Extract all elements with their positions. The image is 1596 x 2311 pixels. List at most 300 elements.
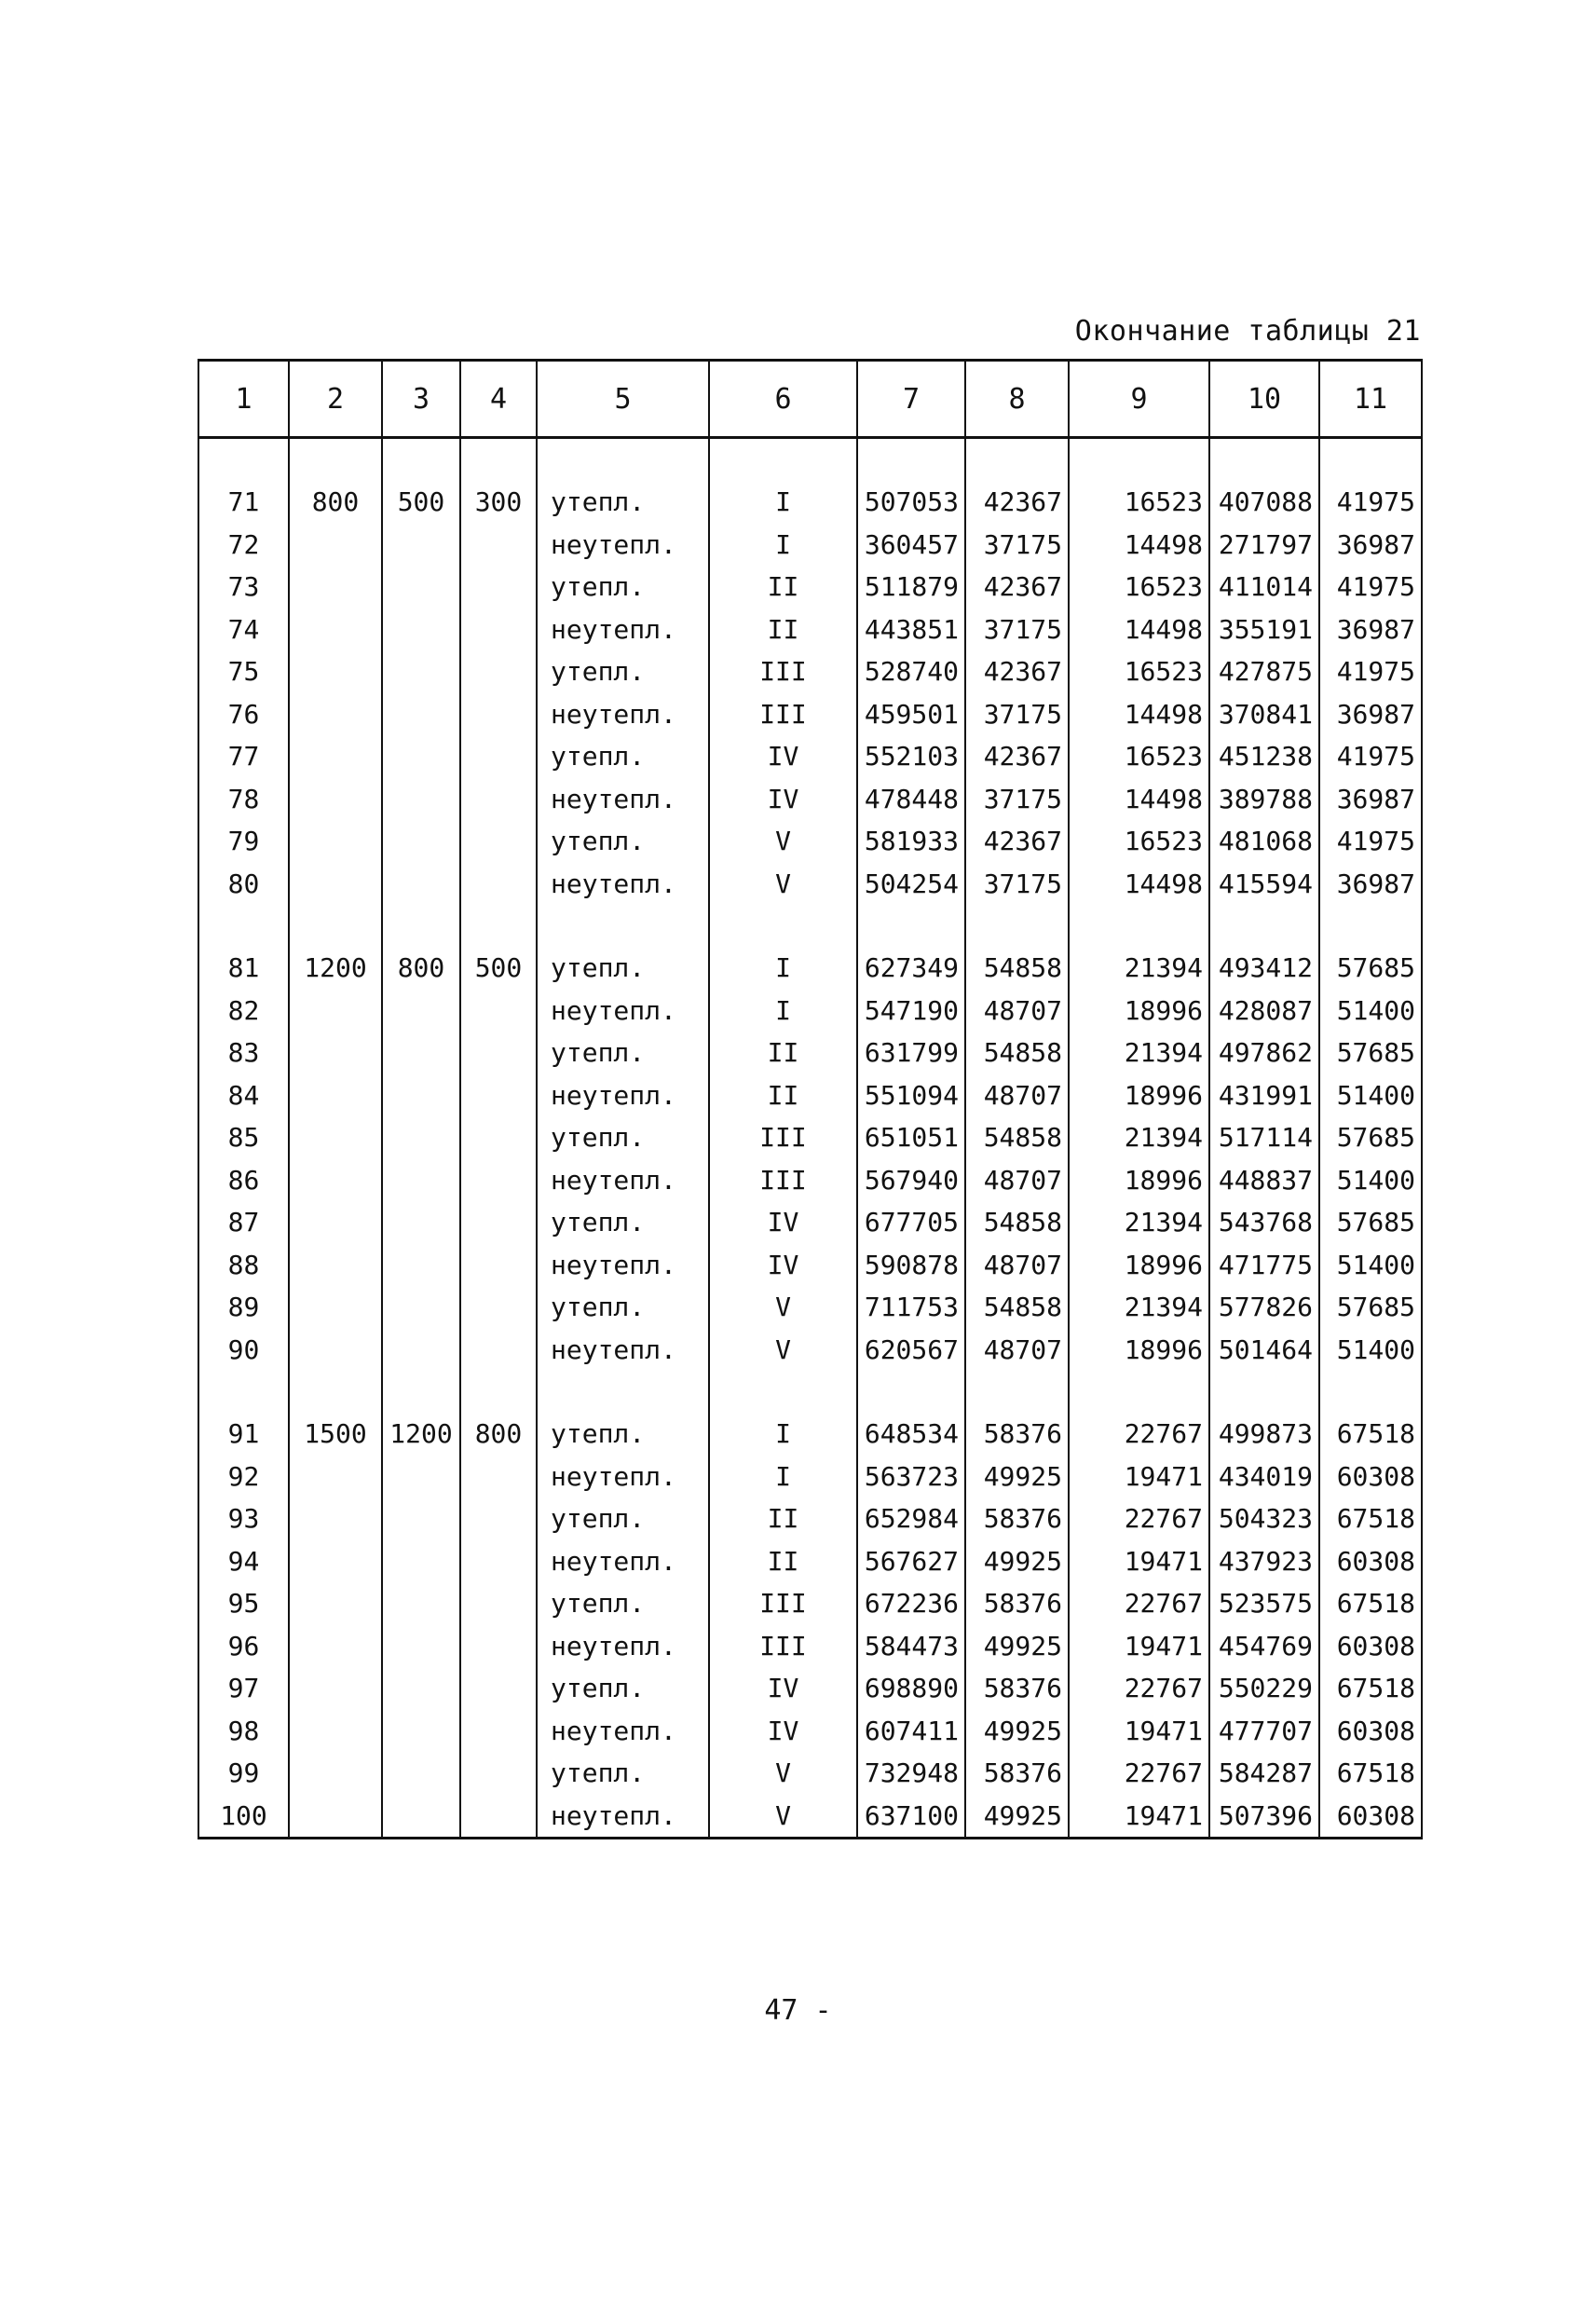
cell-col-5: утепл. <box>537 1413 709 1456</box>
cell-col-10: 451238 <box>1209 735 1319 778</box>
cell-col-5: утепл. <box>537 1582 709 1625</box>
blank-cell <box>709 905 857 947</box>
table-row <box>198 1710 1422 1753</box>
cell-col-9: 18996 <box>1069 1159 1209 1202</box>
cell-col-5: неутепл. <box>537 1710 709 1753</box>
cell-col-4 <box>460 609 537 651</box>
cell-col-2 <box>289 863 382 906</box>
cell-col-4 <box>460 778 537 821</box>
cell-col-10: 577826 <box>1209 1286 1319 1329</box>
cell-col-6: II <box>709 609 857 651</box>
cell-col-7: 552103 <box>857 735 965 778</box>
cell-col-9: 18996 <box>1069 1329 1209 1372</box>
cell-col-4 <box>460 1329 537 1372</box>
cell-col-3 <box>382 820 460 863</box>
cell-col-3 <box>382 1625 460 1668</box>
cell-col-2 <box>289 1752 382 1795</box>
cell-col-11: 51400 <box>1319 1074 1422 1117</box>
cell-col-4 <box>460 524 537 567</box>
cell-col-8: 54858 <box>965 1032 1069 1074</box>
cell-col-9: 14498 <box>1069 609 1209 651</box>
table-row <box>198 820 1422 863</box>
cell-col-8: 37175 <box>965 863 1069 906</box>
cell-col-3 <box>382 1667 460 1710</box>
blank-cell <box>965 905 1069 947</box>
cell-col-6: IV <box>709 735 857 778</box>
table-row <box>198 609 1422 651</box>
cell-col-2 <box>289 1540 382 1583</box>
cell-col-3 <box>382 1497 460 1540</box>
cell-col-6: II <box>709 1497 857 1540</box>
table-row <box>198 1497 1422 1540</box>
cell-col-4 <box>460 650 537 693</box>
cell-col-2 <box>289 1497 382 1540</box>
cell-col-1: 95 <box>198 1582 289 1625</box>
cell-col-3: 1200 <box>382 1413 460 1456</box>
table-row <box>198 947 1422 990</box>
cell-col-1: 74 <box>198 609 289 651</box>
table-row <box>198 1032 1422 1074</box>
cell-col-1: 71 <box>198 481 289 524</box>
cell-col-2: 1500 <box>289 1413 382 1456</box>
cell-col-6: III <box>709 1582 857 1625</box>
cell-col-9: 22767 <box>1069 1667 1209 1710</box>
cell-col-4 <box>460 1540 537 1583</box>
table-row <box>198 566 1422 609</box>
column-header-1: 1 <box>198 361 289 438</box>
cell-col-4 <box>460 1667 537 1710</box>
cell-col-5: утепл. <box>537 1286 709 1329</box>
cell-col-8: 54858 <box>965 1201 1069 1244</box>
cell-col-2 <box>289 1286 382 1329</box>
cell-col-10: 471775 <box>1209 1244 1319 1287</box>
cell-col-11: 60308 <box>1319 1710 1422 1753</box>
cell-col-3 <box>382 990 460 1032</box>
data-table-container <box>198 359 1421 1882</box>
cell-col-5: утепл. <box>537 947 709 990</box>
cell-col-6: V <box>709 1329 857 1372</box>
cell-col-7: 648534 <box>857 1413 965 1456</box>
cell-col-10: 411014 <box>1209 566 1319 609</box>
cell-col-9: 16523 <box>1069 735 1209 778</box>
cell-col-1: 85 <box>198 1116 289 1159</box>
cell-col-4: 800 <box>460 1413 537 1456</box>
cell-col-4: 300 <box>460 481 537 524</box>
cell-col-3 <box>382 1074 460 1117</box>
table-row <box>198 1286 1422 1329</box>
cell-col-6: IV <box>709 778 857 821</box>
blank-cell <box>709 438 857 482</box>
cell-col-1: 75 <box>198 650 289 693</box>
blank-cell <box>198 438 289 482</box>
group-gap-row <box>198 905 1422 947</box>
blank-cell <box>1209 905 1319 947</box>
cell-col-8: 37175 <box>965 524 1069 567</box>
cell-col-8: 54858 <box>965 947 1069 990</box>
table-row <box>198 1667 1422 1710</box>
cell-col-1: 77 <box>198 735 289 778</box>
cell-col-10: 584287 <box>1209 1752 1319 1795</box>
column-header-9: 9 <box>1069 361 1209 438</box>
blank-cell <box>1069 438 1209 482</box>
cell-col-4 <box>460 1074 537 1117</box>
cell-col-1: 88 <box>198 1244 289 1287</box>
blank-cell <box>1209 438 1319 482</box>
table-row <box>198 1456 1422 1498</box>
cell-col-5: неутепл. <box>537 524 709 567</box>
blank-cell <box>1319 438 1422 482</box>
cell-col-11: 67518 <box>1319 1582 1422 1625</box>
cell-col-10: 431991 <box>1209 1074 1319 1117</box>
table-caption: Окончание таблицы 21 <box>1074 315 1421 348</box>
cell-col-9: 19471 <box>1069 1625 1209 1668</box>
cell-col-4 <box>460 1201 537 1244</box>
cell-col-3 <box>382 1286 460 1329</box>
cell-col-10: 507396 <box>1209 1795 1319 1839</box>
cell-col-8: 48707 <box>965 1074 1069 1117</box>
cell-col-7: 563723 <box>857 1456 965 1498</box>
cell-col-3 <box>382 863 460 906</box>
cell-col-10: 499873 <box>1209 1413 1319 1456</box>
cell-col-1: 99 <box>198 1752 289 1795</box>
cell-col-4 <box>460 1286 537 1329</box>
cell-col-6: I <box>709 947 857 990</box>
cell-col-1: 72 <box>198 524 289 567</box>
cell-col-9: 14498 <box>1069 863 1209 906</box>
cell-col-7: 511879 <box>857 566 965 609</box>
cell-col-8: 42367 <box>965 820 1069 863</box>
cell-col-9: 18996 <box>1069 1244 1209 1287</box>
cell-col-4 <box>460 1032 537 1074</box>
cell-col-3 <box>382 735 460 778</box>
blank-cell <box>289 1371 382 1413</box>
cell-col-9: 22767 <box>1069 1582 1209 1625</box>
cell-col-1: 76 <box>198 693 289 736</box>
cell-col-4 <box>460 1625 537 1668</box>
cell-col-10: 355191 <box>1209 609 1319 651</box>
group-gap-row <box>198 1371 1422 1413</box>
table-row <box>198 1625 1422 1668</box>
cell-col-9: 18996 <box>1069 990 1209 1032</box>
cell-col-7: 672236 <box>857 1582 965 1625</box>
cell-col-11: 51400 <box>1319 1244 1422 1287</box>
cell-col-11: 57685 <box>1319 947 1422 990</box>
cell-col-2 <box>289 1201 382 1244</box>
cell-col-6: I <box>709 524 857 567</box>
cell-col-4 <box>460 566 537 609</box>
cell-col-1: 94 <box>198 1540 289 1583</box>
cell-col-1: 89 <box>198 1286 289 1329</box>
cell-col-9: 21394 <box>1069 1201 1209 1244</box>
cell-col-10: 454769 <box>1209 1625 1319 1668</box>
cell-col-7: 584473 <box>857 1625 965 1668</box>
cell-col-1: 84 <box>198 1074 289 1117</box>
cell-col-6: IV <box>709 1244 857 1287</box>
blank-cell <box>857 1371 965 1413</box>
blank-cell <box>537 438 709 482</box>
cell-col-2 <box>289 1329 382 1372</box>
cell-col-6: III <box>709 1116 857 1159</box>
cell-col-9: 21394 <box>1069 947 1209 990</box>
cell-col-9: 22767 <box>1069 1497 1209 1540</box>
table-row <box>198 1413 1422 1456</box>
cell-col-11: 51400 <box>1319 1329 1422 1372</box>
cell-col-3: 500 <box>382 481 460 524</box>
cell-col-10: 497862 <box>1209 1032 1319 1074</box>
cell-col-10: 448837 <box>1209 1159 1319 1202</box>
cell-col-11: 60308 <box>1319 1625 1422 1668</box>
cell-col-10: 550229 <box>1209 1667 1319 1710</box>
cell-col-8: 42367 <box>965 481 1069 524</box>
cell-col-7: 732948 <box>857 1752 965 1795</box>
cell-col-6: IV <box>709 1667 857 1710</box>
cell-col-8: 54858 <box>965 1116 1069 1159</box>
cell-col-11: 41975 <box>1319 650 1422 693</box>
blank-cell <box>460 438 537 482</box>
cell-col-4 <box>460 990 537 1032</box>
cell-col-2 <box>289 1456 382 1498</box>
table-row <box>198 990 1422 1032</box>
cell-col-2 <box>289 1582 382 1625</box>
cell-col-9: 21394 <box>1069 1116 1209 1159</box>
cell-col-5: неутепл. <box>537 1329 709 1372</box>
table-row <box>198 735 1422 778</box>
cell-col-3 <box>382 524 460 567</box>
cell-col-8: 58376 <box>965 1667 1069 1710</box>
cell-col-9: 19471 <box>1069 1540 1209 1583</box>
column-header-11: 11 <box>1319 361 1422 438</box>
cell-col-1: 73 <box>198 566 289 609</box>
cell-col-5: утепл. <box>537 650 709 693</box>
cell-col-9: 14498 <box>1069 693 1209 736</box>
cell-col-6: III <box>709 1159 857 1202</box>
cell-col-9: 18996 <box>1069 1074 1209 1117</box>
table-row <box>198 481 1422 524</box>
cell-col-1: 83 <box>198 1032 289 1074</box>
cell-col-5: неутепл. <box>537 990 709 1032</box>
cell-col-3 <box>382 1201 460 1244</box>
cell-col-10: 428087 <box>1209 990 1319 1032</box>
blank-cell <box>289 438 382 482</box>
cell-col-6: V <box>709 863 857 906</box>
cell-col-11: 57685 <box>1319 1032 1422 1074</box>
cell-col-3 <box>382 1582 460 1625</box>
table-row <box>198 693 1422 736</box>
cell-col-1: 78 <box>198 778 289 821</box>
cell-col-8: 49925 <box>965 1456 1069 1498</box>
table-row <box>198 1159 1422 1202</box>
blank-cell <box>537 905 709 947</box>
cell-col-9: 14498 <box>1069 524 1209 567</box>
cell-col-9: 21394 <box>1069 1286 1209 1329</box>
cell-col-3 <box>382 778 460 821</box>
cell-col-10: 370841 <box>1209 693 1319 736</box>
cell-col-11: 36987 <box>1319 863 1422 906</box>
cell-col-5: утепл. <box>537 1497 709 1540</box>
cell-col-4 <box>460 1497 537 1540</box>
cell-col-1: 92 <box>198 1456 289 1498</box>
table-row <box>198 650 1422 693</box>
cell-col-5: неутепл. <box>537 1159 709 1202</box>
cell-col-5: утепл. <box>537 1032 709 1074</box>
cell-col-5: неутепл. <box>537 693 709 736</box>
cell-col-3 <box>382 1710 460 1753</box>
cell-col-6: V <box>709 1752 857 1795</box>
blank-cell <box>289 905 382 947</box>
cell-col-1: 90 <box>198 1329 289 1372</box>
cell-col-2: 800 <box>289 481 382 524</box>
cell-col-10: 415594 <box>1209 863 1319 906</box>
cell-col-5: неутепл. <box>537 609 709 651</box>
cell-col-10: 504323 <box>1209 1497 1319 1540</box>
cell-col-2 <box>289 990 382 1032</box>
cell-col-3 <box>382 1032 460 1074</box>
cell-col-11: 51400 <box>1319 990 1422 1032</box>
cell-col-6: II <box>709 1540 857 1583</box>
cell-col-10: 481068 <box>1209 820 1319 863</box>
cell-col-6: II <box>709 566 857 609</box>
cell-col-1: 97 <box>198 1667 289 1710</box>
table-row <box>198 524 1422 567</box>
cell-col-10: 523575 <box>1209 1582 1319 1625</box>
cell-col-11: 36987 <box>1319 609 1422 651</box>
cell-col-2: 1200 <box>289 947 382 990</box>
cell-col-3 <box>382 1244 460 1287</box>
cell-col-10: 407088 <box>1209 481 1319 524</box>
cell-col-1: 86 <box>198 1159 289 1202</box>
cell-col-10: 517114 <box>1209 1116 1319 1159</box>
cell-col-11: 36987 <box>1319 524 1422 567</box>
cell-col-11: 57685 <box>1319 1116 1422 1159</box>
cell-col-11: 41975 <box>1319 820 1422 863</box>
cell-col-6: I <box>709 1413 857 1456</box>
table-header <box>198 361 1422 438</box>
cell-col-2 <box>289 735 382 778</box>
blank-cell <box>1069 1371 1209 1413</box>
blank-cell <box>460 1371 537 1413</box>
cell-col-5: неутепл. <box>537 1795 709 1839</box>
cell-col-5: неутепл. <box>537 1625 709 1668</box>
cell-col-1: 100 <box>198 1795 289 1839</box>
blank-cell <box>1319 1371 1422 1413</box>
column-header-6: 6 <box>709 361 857 438</box>
cell-col-6: I <box>709 481 857 524</box>
blank-cell <box>965 1371 1069 1413</box>
cell-col-10: 493412 <box>1209 947 1319 990</box>
cell-col-3 <box>382 566 460 609</box>
cell-col-11: 60308 <box>1319 1795 1422 1839</box>
cell-col-6: V <box>709 1286 857 1329</box>
cell-col-2 <box>289 1795 382 1839</box>
cell-col-7: 620567 <box>857 1329 965 1372</box>
cell-col-6: III <box>709 1625 857 1668</box>
cell-col-9: 16523 <box>1069 481 1209 524</box>
cell-col-5: неутепл. <box>537 1456 709 1498</box>
cell-col-7: 551094 <box>857 1074 965 1117</box>
cell-col-3 <box>382 1159 460 1202</box>
cell-col-2 <box>289 1244 382 1287</box>
cell-col-6: IV <box>709 1710 857 1753</box>
cell-col-9: 21394 <box>1069 1032 1209 1074</box>
cell-col-4 <box>460 693 537 736</box>
cell-col-8: 54858 <box>965 1286 1069 1329</box>
table-body <box>198 438 1422 1839</box>
cell-col-5: неутепл. <box>537 1540 709 1583</box>
cell-col-4 <box>460 1244 537 1287</box>
cell-col-7: 507053 <box>857 481 965 524</box>
cell-col-10: 477707 <box>1209 1710 1319 1753</box>
cell-col-9: 16523 <box>1069 566 1209 609</box>
table-row <box>198 778 1422 821</box>
blank-cell <box>857 438 965 482</box>
cell-col-2 <box>289 1625 382 1668</box>
cell-col-2 <box>289 1159 382 1202</box>
blank-cell <box>965 438 1069 482</box>
cell-col-8: 42367 <box>965 735 1069 778</box>
cell-col-2 <box>289 1032 382 1074</box>
blank-cell <box>1209 1371 1319 1413</box>
cell-col-7: 360457 <box>857 524 965 567</box>
column-header-4: 4 <box>460 361 537 438</box>
blank-cell <box>198 1371 289 1413</box>
cell-col-8: 49925 <box>965 1795 1069 1839</box>
cell-col-9: 22767 <box>1069 1413 1209 1456</box>
cell-col-3 <box>382 1329 460 1372</box>
cell-col-7: 627349 <box>857 947 965 990</box>
table-row <box>198 1540 1422 1583</box>
table-row <box>198 1201 1422 1244</box>
cell-col-11: 60308 <box>1319 1540 1422 1583</box>
cell-col-1: 93 <box>198 1497 289 1540</box>
cell-col-2 <box>289 1710 382 1753</box>
cell-col-5: неутепл. <box>537 1244 709 1287</box>
blank-cell <box>709 1371 857 1413</box>
blank-cell <box>382 438 460 482</box>
cell-col-8: 37175 <box>965 693 1069 736</box>
cell-col-1: 79 <box>198 820 289 863</box>
cell-col-9: 19471 <box>1069 1456 1209 1498</box>
column-header-2: 2 <box>289 361 382 438</box>
column-header-8: 8 <box>965 361 1069 438</box>
cell-col-6: I <box>709 990 857 1032</box>
blank-cell <box>1319 905 1422 947</box>
cell-col-3 <box>382 1116 460 1159</box>
cell-col-11: 67518 <box>1319 1667 1422 1710</box>
cell-col-6: II <box>709 1074 857 1117</box>
cell-col-2 <box>289 1667 382 1710</box>
cell-col-4 <box>460 820 537 863</box>
cell-col-3 <box>382 609 460 651</box>
cell-col-10: 437923 <box>1209 1540 1319 1583</box>
cell-col-8: 37175 <box>965 609 1069 651</box>
cell-col-11: 67518 <box>1319 1497 1422 1540</box>
cell-col-8: 48707 <box>965 990 1069 1032</box>
cell-col-11: 57685 <box>1319 1286 1422 1329</box>
cell-col-7: 711753 <box>857 1286 965 1329</box>
cell-col-3 <box>382 1795 460 1839</box>
cell-col-6: III <box>709 650 857 693</box>
column-header-10: 10 <box>1209 361 1319 438</box>
cell-col-10: 389788 <box>1209 778 1319 821</box>
column-header-5: 5 <box>537 361 709 438</box>
cell-col-9: 14498 <box>1069 778 1209 821</box>
cell-col-7: 698890 <box>857 1667 965 1710</box>
cell-col-1: 98 <box>198 1710 289 1753</box>
cell-col-7: 581933 <box>857 820 965 863</box>
cell-col-2 <box>289 650 382 693</box>
cell-col-10: 427875 <box>1209 650 1319 693</box>
blank-cell <box>1069 905 1209 947</box>
